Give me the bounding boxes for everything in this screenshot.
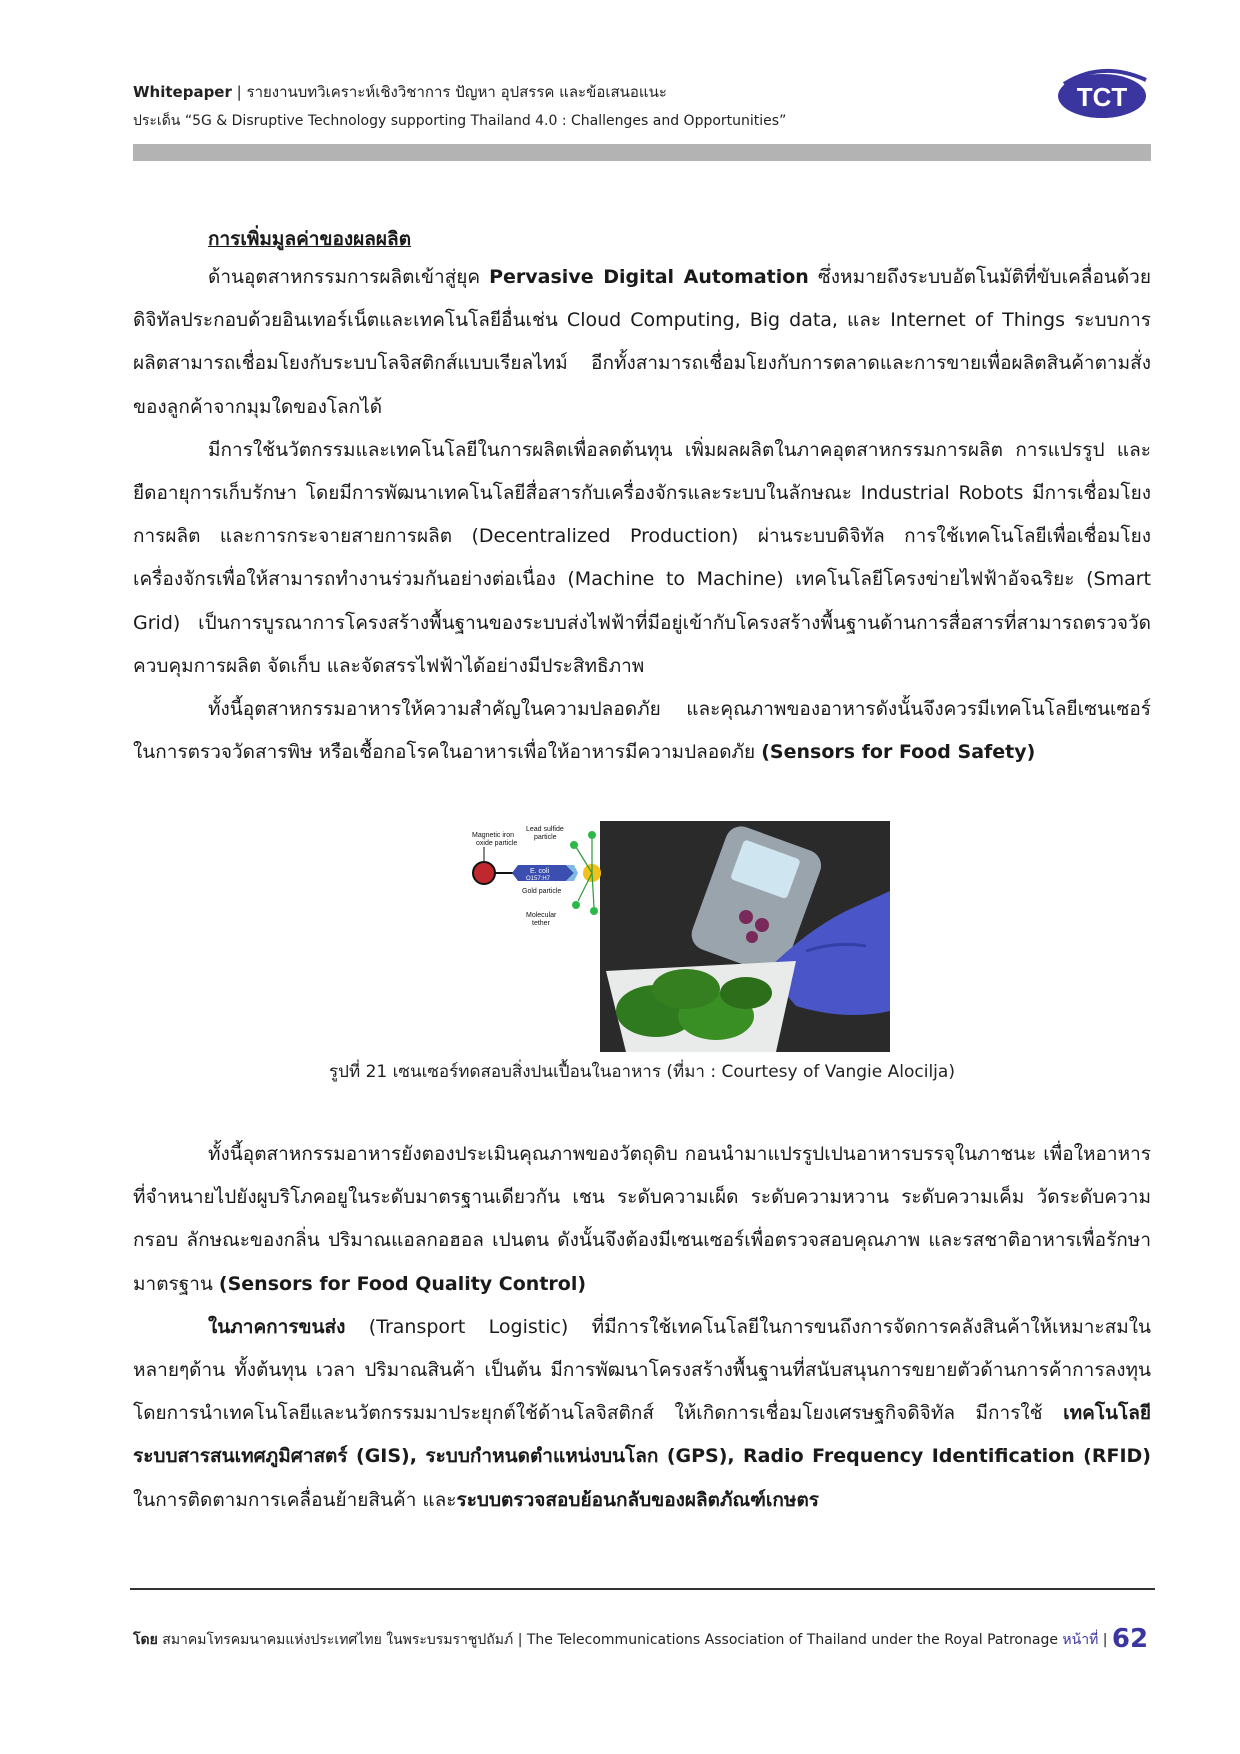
p5-text-e: ในการติดตามการเคลื่อนย้ายสินค้า และ xyxy=(133,1488,457,1511)
page-footer xyxy=(133,1624,1151,1655)
p5-technologies: เทคโนโลยีระบบสารสนเทศภูมิศาสตร์ (GIS), ระบบกำหนดตำแหน่งบนโลก (GPS), Radio Frequency Identification (RFID) xyxy=(133,1402,1151,1468)
header-separator: | xyxy=(236,83,242,101)
header-line-1 xyxy=(133,78,1143,106)
sensor-figure-image xyxy=(466,821,890,1052)
main-content-continued xyxy=(133,1133,1151,1522)
main-content xyxy=(133,222,1151,774)
paragraph-5 xyxy=(133,1306,1151,1522)
section-heading: การเพิ่มมูลค่าของผลผลิต xyxy=(208,228,412,250)
footer-page-label: หน้าที่ xyxy=(1062,1632,1099,1648)
tct-logo xyxy=(1054,62,1150,124)
figure-caption: รูปที่ 21 เซนเซอร์ทดสอบสิ่งปนเปื้อนในอาหาร (ที่มา : Courtesy of Vangie Alocilja) xyxy=(329,1062,955,1082)
header-title-2: ประเด็น “5G & Disruptive Technology supporting Thailand 4.0 : Challenges and Opportunities” xyxy=(133,113,787,129)
p1-text-a: ด้านอุตสาหกรรมการผลิตเข้าสู่ยุค xyxy=(208,266,490,288)
paragraph-3 xyxy=(133,688,1151,774)
label-molecular-tether: Molecular xyxy=(526,912,557,919)
label-molecular-tether-2: tether xyxy=(532,920,550,927)
p3-term: (Sensors for Food Safety) xyxy=(761,741,1036,764)
footer-org-th: สมาคมโทรคมนาคมแห่งประเทศไทย ในพระบรมราชูปถัมภ์ xyxy=(162,1632,514,1648)
p5-text-c: ที่มีการใช้เทคโนโลยีในการขนถึงการจัดการคลังสินค้าให้เหมาะสมในหลายๆด้าน ทั้งต้นทุน เวลา ปริมาณสินค้า เป็นต้น มีการพัฒนาโครงสร้างพื้นฐานที่สนับสนุนการขยายตัวด้านการค้าการลงทุนโดยการนำเทคโนโลยีและนวัตกรรมมาประยุกต์ใช้ด้านโลจิสติกส์ ให้เกิดการเชื่อมโยงเศรษฐกิจดิจิทัล มีการใช้ xyxy=(133,1315,1151,1425)
footer-org-en: The Telecommunications Association of Thailand under the Royal Patronage xyxy=(526,1632,1058,1648)
p1-term: Pervasive Digital Automation xyxy=(489,266,809,288)
header-brand: Whitepaper xyxy=(133,83,232,101)
paragraph-2: มีการใช้นวัตกรรมและเทคโนโลยีในการผลิตเพื่อลดต้นทุน เพิ่มผลผลิตในภาคอุตสาหกรรมการผลิต การแปรรูป และยืดอายุการเก็บรักษา โดยมีการพัฒนาเทคโนโลยีสื่อสารกับเครื่องจักรและระบบในลักษณะ Industrial Robots มีการเชื่อมโยงการผลิต และการกระจายสายการผลิต (Decentralized Production) ผ่านระบบดิจิทัล การใช้เทคโนโลยีเพื่อเชื่อมโยงเครื่องจักรเพื่อให้สามารถทำงานร่วมกันอย่างต่อเนื่อง (Machine to Machine) เทคโนโลยีโครงข่ายไฟฟ้าอัจฉริยะ (Smart Grid) เป็นการบูรณาการโครงสร้างพื้นฐานของระบบส่งไฟฟ้าที่มีอยู่เข้ากับโครงสร้างพื้นฐานด้านการสื่อสารที่สามารถตรวจวัด ควบคุมการผลิต จัดเก็บ และจัดสรรไฟฟ้าได้อย่างมีประสิทธิภาพ xyxy=(133,438,1151,677)
footer-separator: | xyxy=(517,1632,523,1648)
paragraph-4 xyxy=(133,1133,1151,1306)
footer-rule xyxy=(130,1588,1155,1590)
footer-page-separator: | xyxy=(1102,1632,1108,1648)
p4-term: (Sensors for Food Quality Control) xyxy=(218,1272,587,1295)
page-header xyxy=(133,78,1143,136)
label-gold-particle: Gold particle xyxy=(522,888,562,895)
header-divider-bar xyxy=(133,144,1151,161)
page-number: 62 xyxy=(1111,1624,1149,1654)
p3-text-a: ทั้งนี้อุตสาหกรรมอาหารให้ความสำคัญในความปลอดภัย และคุณภาพของอาหารดังนั้นจึงควรมีเทคโนโลยีเซนเซอร์ในการตรวจวัดสารพิษ หรือเชื้อกอโรคในอาหารเพื่อให้อาหารมีความปลอดภัย xyxy=(133,698,1151,764)
p1-text-c: ซึ่งหมายถึงระบบอัตโนมัติที่ขับเคลื่อนด้วยดิจิทัลประกอบด้วยอินเทอร์เน็ตและเทคโนโลยีอื่นเช่น Cloud Computing, Big data, และ Internet of Things ระบบการผลิตสามารถเชื่อมโยงกับระบบโลจิสติกส์แบบเรียลไทม์ อีกทั้งสามารถเชื่อมโยงกับการตลาดและการขายเพื่อผลิตสินค้าตามสั่งของลูกค้าจากมุมใดของโลกได้ xyxy=(133,266,1151,418)
label-lead-sulfide-2: particle xyxy=(534,834,557,841)
label-ecoli: E. coli xyxy=(530,868,550,875)
p5-lead: ในภาคการขนส่ง xyxy=(208,1315,346,1338)
p5-term: (Transport Logistic) xyxy=(345,1315,569,1338)
logo-text: TCT xyxy=(1076,82,1128,112)
label-ecoli-strain: O157:H7 xyxy=(526,876,551,882)
footer-by: โดย xyxy=(133,1632,158,1648)
label-lead-sulfide: Lead sulfide xyxy=(526,826,564,833)
label-iron-oxide: Magnetic iron xyxy=(472,832,515,839)
p4-text-a: ทั้งนี้อุตสาหกรรมอาหารยังตองประเมินคุณภาพของวัตถุดิบ กอนนำมาแปรรูปเปนอาหารบรรจุในภาชนะ เพื่อใหอาหารที่จำหนายไปยังผูบริโภคอยูในระดับมาตรฐานเดียวกัน เชน ระดับความเผ็ด ระดับความหวาน ระดับความเค็ม วัดระดับความกรอบ ลักษณะของกลิ่น ปริมาณแอลกอฮอล เปนตน ดังนั้นจึงต้องมีเซนเซอร์เพื่อตรวจสอบคุณภาพ และรสชาติอาหารเพื่อรักษามาตรฐาน xyxy=(133,1143,1151,1295)
p5-traceability: ระบบตรวจสอบย้อนกลับของผลิตภัณฑ์เกษตร xyxy=(456,1488,819,1511)
header-title-1: รายงานบทวิเคราะห์เชิงวิชาการ ปัญหา อุปสรรค และข้อเสนอแนะ xyxy=(246,83,667,101)
figure-21 xyxy=(466,821,890,1052)
paragraph-1 xyxy=(133,256,1151,429)
label-iron-oxide-2: oxide particle xyxy=(476,840,518,847)
